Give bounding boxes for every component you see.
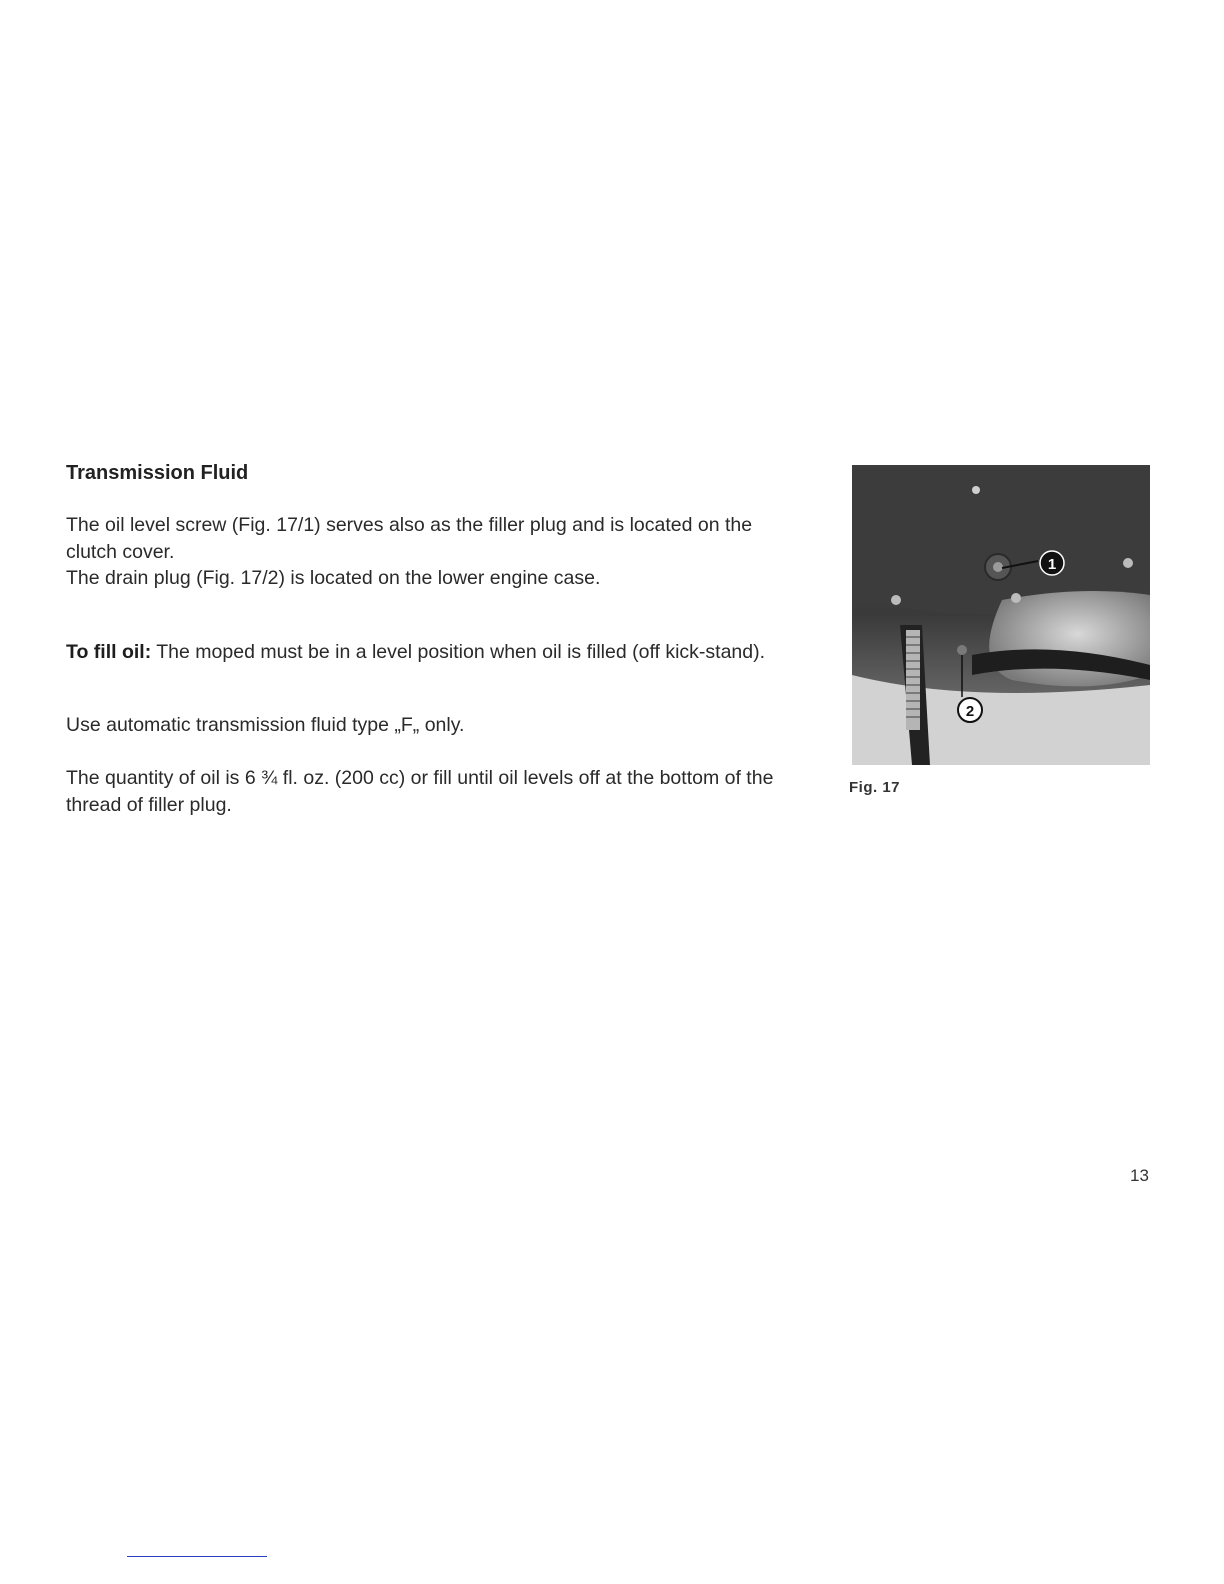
figure-17-photo xyxy=(852,465,1150,765)
section-heading: Transmission Fluid xyxy=(66,462,249,484)
fill-oil-body: The moped must be in a level position when oil is filled (off kick-stand). xyxy=(151,641,766,663)
screw-middle xyxy=(1011,593,1021,603)
oil-level-screw-head xyxy=(993,562,1003,572)
footer-rule xyxy=(127,1556,267,1557)
paragraph-oil-quantity: The quantity of oil is 6 ¾ fl. oz. (200 cc) or fill until oil levels off at the bottom of the thread of filler plug. xyxy=(66,767,774,816)
page-number: 13 xyxy=(1130,1166,1149,1185)
screw-right xyxy=(1123,558,1133,568)
figure-caption: Fig. 17 xyxy=(849,779,901,796)
drain-plug xyxy=(957,645,967,655)
callout-2-label: 2 xyxy=(965,703,975,720)
callout-1-label: 1 xyxy=(1047,556,1057,573)
engine-photo-illustration xyxy=(852,465,1150,765)
screw-left xyxy=(891,595,901,605)
paragraph-drain-plug: The drain plug (Fig. 17/2) is located on the lower engine case. xyxy=(66,567,601,589)
paragraph-fluid-type: Use automatic transmission fluid type „F„ only. xyxy=(66,714,465,736)
fill-oil-lead: To fill oil: xyxy=(66,641,152,663)
paragraph-oil-level-screw: The oil level screw (Fig. 17/1) serves also as the filler plug and is located on the clutch cover. xyxy=(66,514,753,563)
paragraph-fill-oil xyxy=(66,639,796,666)
screw-top xyxy=(972,486,980,494)
